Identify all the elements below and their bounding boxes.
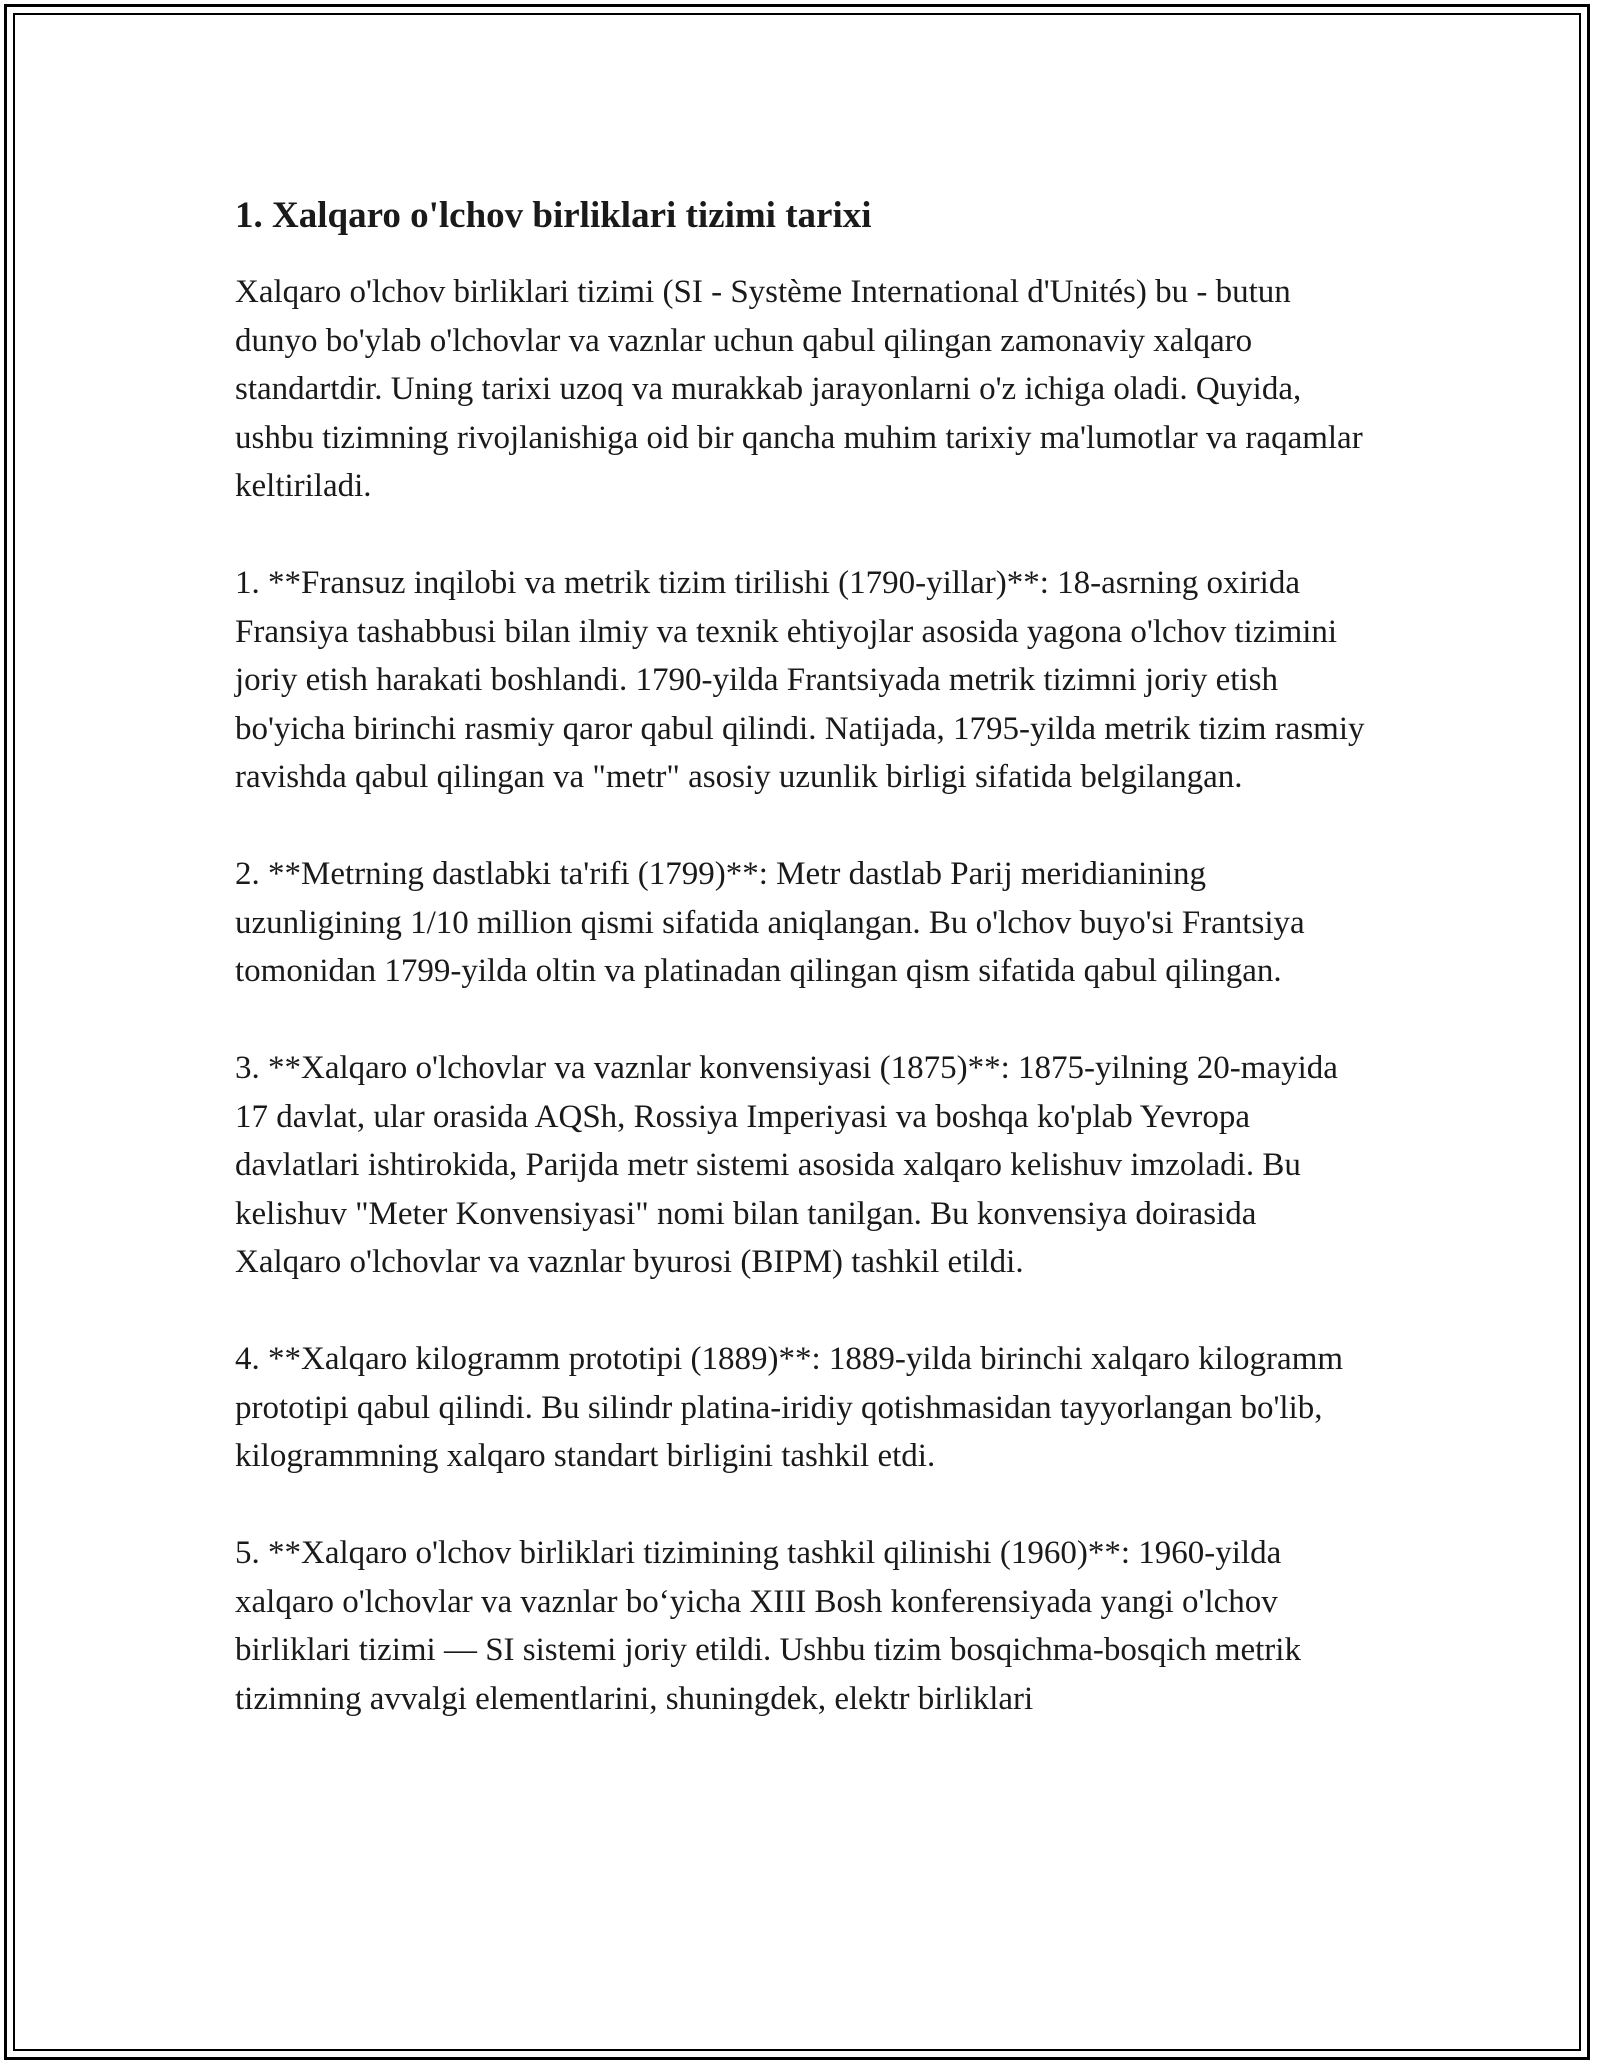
paragraph-item-4: 4. **Xalqaro kilogramm prototipi (1889)**: 1889-yilda birinchi xalqaro kilogramm prototipi qabul qilindi. Bu silindr platina-iridiy qotishmasidan tayyorlangan bo'lib, kilogrammning xalqaro standart birligini tashkil etdi.: [235, 1341, 1344, 1474]
document-body: [235, 188, 1365, 1772]
paragraph-item-2: 2. **Metrning dastlabki ta'rifi (1799)**: Metr dastlab Parij meridianining uzunligining 1/10 million qismi sifatida aniqlangan. Bu o'lchov buyo'si Frantsiya tomonidan 1799-yilda oltin va platinadan qilingan qism sifatida qabul qilingan.: [235, 856, 1305, 989]
paragraph-item-1: 1. **Fransuz inqilobi va metrik tizim tirilishi (1790-yillar)**: 18-asrning oxirida Fransiya tashabbusi bilan ilmiy va texnik ehtiyojlar asosida yagona o'lchov tizimini joriy etish harakati boshlandi. 1790-yilda Frantsiyada metrik tizimni joriy etish bo'yicha birinchi rasmiy qaror qabul qilindi. Natijada, 1795-yilda metrik tizim rasmiy ravishda qabul qilingan va "metr" asosiy uzunlik birligi sifatida belgilangan.: [235, 565, 1365, 795]
paragraph-item-3: 3. **Xalqaro o'lchovlar va vaznlar konvensiyasi (1875)**: 1875-yilning 20-mayida 17 davlat, ular orasida AQSh, Rossiya Imperiyasi va boshqa ko'plab Yevropa davlatlari ishtirokida, Parijda metr sistemi asosida xalqaro kelishuv imzoladi. Bu kelishuv "Meter Konvensiyasi" nomi bilan tanilgan. Bu konvensiya doirasida Xalqaro o'lchovlar va vaznlar byurosi (BIPM) tashkil etildi.: [235, 1050, 1338, 1280]
document-title: 1. Xalqaro o'lchov birliklari tizimi tarixi: [235, 195, 872, 236]
paragraph-intro: Xalqaro o'lchov birliklari tizimi (SI - Système International d'Unités) bu - butun dunyo bo'ylab o'lchovlar va vaznlar uchun qabul qilingan zamonaviy xalqaro standartdir. Uning tarixi uzoq va murakkab jarayonlarni o'z ichiga oladi. Quyida, ushbu tizimning rivojlanishiga oid bir qancha muhim tarixiy ma'lumotlar va raqamlar keltiriladi.: [235, 274, 1363, 504]
paragraph-item-5: 5. **Xalqaro o'lchov birliklari tizimining tashkil qilinishi (1960)**: 1960-yilda xalqaro o'lchovlar va vaznlar bo‘yicha XIII Bosh konferensiyada yangi o'lchov birliklari tizimi — SI sistemi joriy etildi. Ushbu tizim bosqichma-bosqich metrik tizimning avvalgi elementlarini, shuningdek, elektr birliklari: [235, 1535, 1301, 1717]
